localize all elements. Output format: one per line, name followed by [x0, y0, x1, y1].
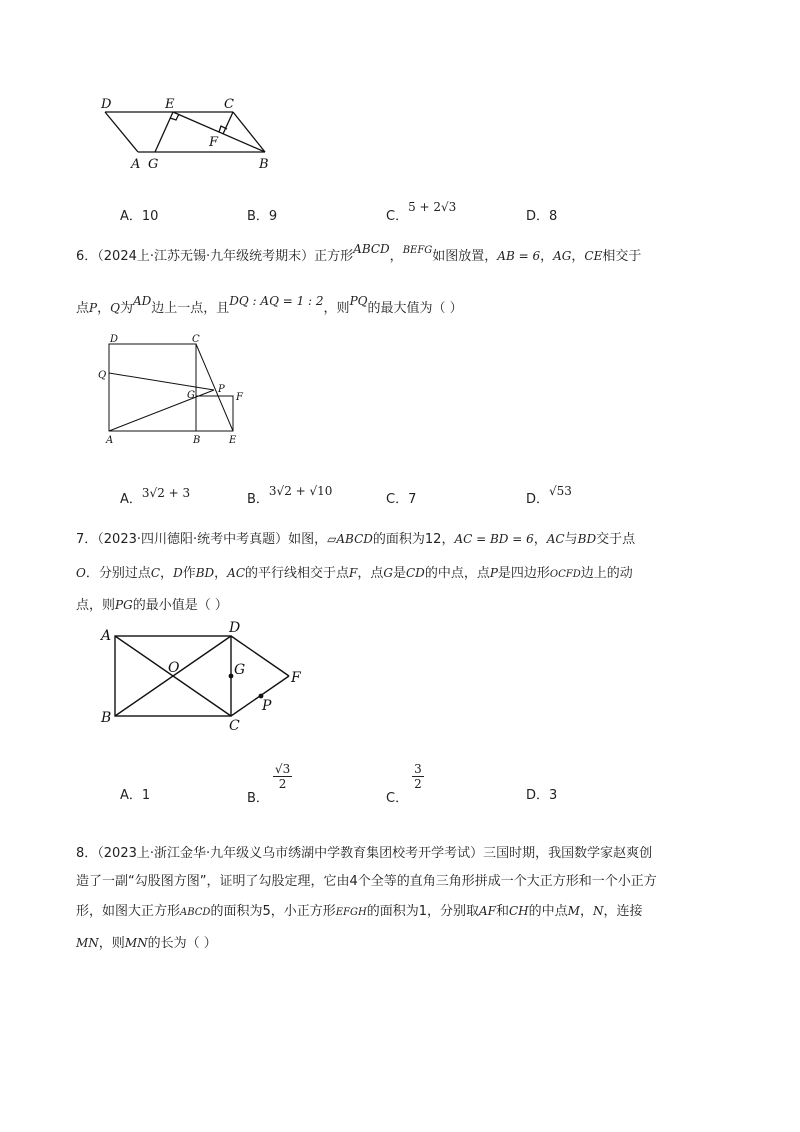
text: 为	[119, 301, 133, 316]
numerator: 3	[414, 762, 422, 776]
fraction	[412, 762, 424, 791]
label-F: F	[291, 670, 301, 686]
q6-option-a[interactable]	[120, 488, 190, 507]
text: 三国时期，我国数学家赵爽创	[483, 846, 653, 861]
option-value: 7	[408, 492, 417, 507]
question-number: 6．	[76, 249, 98, 264]
math: M	[567, 904, 580, 918]
text: 如图，	[288, 532, 328, 547]
q6-option-b[interactable]	[247, 484, 333, 507]
label-Q: Q	[98, 370, 107, 381]
figure-q6-squares	[98, 332, 258, 450]
text: 点	[76, 301, 90, 316]
fraction	[273, 762, 292, 791]
q8-line-4	[76, 932, 217, 951]
math: PG	[115, 598, 133, 612]
math: AF	[478, 904, 496, 918]
option-value: 3√2 + √10	[268, 484, 333, 498]
question-source: （2023·四川德阳·统考中考真题）	[97, 532, 289, 547]
option-letter: D．	[526, 492, 550, 507]
option-value: √53	[549, 484, 572, 498]
text: ．分别过点	[85, 566, 151, 581]
denominator: 2	[278, 777, 287, 791]
text: 是四边形	[497, 566, 550, 581]
label-B: B	[259, 157, 269, 172]
math: N	[592, 904, 604, 918]
text: ，	[389, 249, 403, 264]
text: 的面积为5，小正方形	[210, 904, 336, 919]
option-letter: C．	[386, 791, 409, 806]
text: 点，则	[76, 598, 116, 613]
text: 造了一副“勾股图方图”，证明了勾股定理，它由4个全等的直角三角形拼成一个大正方形和一个小正方	[76, 874, 657, 889]
option-letter: A．	[120, 209, 142, 224]
label-P: P	[262, 698, 272, 714]
math: G	[383, 566, 393, 580]
question-number: 8．	[76, 846, 98, 861]
option-letter: B．	[247, 492, 269, 507]
question-source: （2024上·江苏无锡·九年级统考期末）	[97, 249, 315, 264]
option-letter: A．	[120, 492, 142, 507]
q6-option-d[interactable]	[526, 484, 572, 507]
text: ，点	[357, 566, 384, 581]
q8-line-3	[76, 900, 642, 919]
text: ，则	[98, 936, 125, 951]
math: ▱ABCD	[327, 532, 373, 546]
math: AC	[227, 566, 246, 580]
label-G: G	[187, 390, 195, 401]
text: ，	[160, 566, 174, 581]
math: AC	[546, 532, 565, 546]
option-value: 1	[141, 788, 151, 803]
q7-option-c[interactable]	[386, 762, 424, 806]
text: 的最大值为（ ）	[367, 301, 463, 316]
square-abcd	[109, 344, 196, 431]
text: 相交于	[602, 249, 642, 264]
square-befg	[196, 396, 233, 431]
q7-line-3	[76, 594, 228, 613]
text: 边上的动	[580, 566, 633, 581]
label-E: E	[229, 435, 237, 446]
q5-option-b[interactable]	[247, 205, 277, 224]
label-C: C	[224, 97, 234, 112]
text: 与	[564, 532, 578, 547]
label-O: O	[168, 660, 180, 676]
segment-da	[105, 112, 138, 152]
label-C: C	[192, 334, 200, 345]
math: O	[76, 566, 86, 580]
math: D	[173, 566, 183, 580]
math: DQ : AQ = 1 : 2	[229, 294, 324, 308]
text: ，	[571, 249, 585, 264]
text: 的中点	[528, 904, 568, 919]
segment-ag-extended	[109, 390, 214, 431]
option-letter: C．	[386, 209, 409, 224]
option-value: 5 + 2√3	[408, 200, 457, 214]
label-D: D	[101, 97, 112, 112]
q5-option-c[interactable]	[386, 200, 457, 224]
option-letter: C．	[386, 492, 409, 507]
numerator: √3	[274, 762, 291, 776]
option-letter: D．	[526, 788, 550, 803]
q5-option-d[interactable]	[526, 205, 557, 224]
text: 的平行线相交于点	[245, 566, 350, 581]
label-B: B	[193, 435, 201, 446]
q6-line-1	[76, 242, 642, 264]
math: AB = 6	[497, 249, 541, 263]
math: MN	[124, 936, 148, 950]
q6-option-c[interactable]	[386, 488, 416, 507]
math: AC = BD = 6	[454, 532, 534, 546]
math: AG	[553, 249, 572, 263]
text: 的面积为1，分别取	[366, 904, 479, 919]
option-letter: B．	[247, 791, 269, 806]
text: 边上一点，且	[151, 301, 230, 316]
label-G: G	[234, 662, 246, 678]
q8-line-1	[76, 842, 652, 861]
math: OCFD	[549, 569, 581, 580]
label-G: G	[148, 157, 159, 172]
text: ，	[533, 532, 547, 547]
point-g	[229, 674, 234, 679]
option-value: 10	[141, 209, 159, 224]
text: 的面积为12，	[372, 532, 455, 547]
q5-option-a[interactable]	[120, 205, 158, 224]
text: ，	[214, 566, 228, 581]
option-value: 8	[549, 209, 558, 224]
option-letter: B．	[247, 209, 269, 224]
label-E: E	[165, 97, 175, 112]
option-value: 9	[268, 209, 278, 224]
text: 的最小值是（ ）	[132, 598, 228, 613]
label-F: F	[236, 392, 243, 403]
math: PQ	[349, 294, 368, 308]
math: CD	[406, 566, 425, 580]
math: Q	[110, 301, 120, 315]
text: 作	[182, 566, 196, 581]
text: ，	[97, 301, 111, 316]
math: F	[349, 566, 358, 580]
label-C: C	[229, 718, 240, 734]
text: ，	[579, 904, 593, 919]
option-value: 3	[549, 788, 558, 803]
math: EFGH	[335, 907, 367, 918]
segment-qp	[109, 373, 214, 390]
option-letter: D．	[526, 209, 550, 224]
math: ABCD	[353, 242, 390, 256]
figure-q5-parallelogram	[95, 90, 285, 175]
text: ，则	[323, 301, 350, 316]
math: BD	[577, 532, 597, 546]
math: CH	[508, 904, 529, 918]
text: 形，如图大正方形	[76, 904, 181, 919]
question-number: 7．	[76, 532, 98, 547]
denominator: 2	[414, 777, 422, 791]
label-P: P	[218, 384, 225, 395]
label-D: D	[229, 620, 241, 636]
label-D: D	[110, 334, 119, 345]
math: BD	[195, 566, 215, 580]
q7-option-b[interactable]	[247, 762, 292, 806]
q7-line-2	[76, 562, 633, 581]
label-A: A	[101, 628, 112, 644]
q6-line-2	[76, 294, 463, 316]
math: AD	[132, 294, 152, 308]
math: C	[150, 566, 161, 580]
math: P	[89, 301, 98, 315]
label-A: A	[131, 157, 141, 172]
text: 和	[495, 904, 509, 919]
question-source: （2023上·浙江金华·九年级义乌市绣湖中学教育集团校考开学考试）	[97, 846, 484, 861]
math: MN	[76, 936, 99, 950]
text: ，	[540, 249, 554, 264]
math: BEFG	[402, 245, 433, 256]
math: P	[489, 566, 498, 580]
text: 如图放置，	[432, 249, 498, 264]
text: 的长为（ ）	[147, 936, 217, 951]
option-value: 3√2 + 3	[141, 486, 191, 500]
text: 的中点，点	[424, 566, 490, 581]
q8-line-2	[76, 870, 657, 889]
figure-q7-rectangle	[95, 620, 315, 740]
math: ABCD	[180, 907, 211, 918]
text: 交于点	[596, 532, 636, 547]
q7-option-d[interactable]	[526, 784, 557, 803]
q7-option-a[interactable]	[120, 784, 150, 803]
option-letter: A．	[120, 788, 142, 803]
math: CE	[584, 249, 603, 263]
segment-cf	[223, 112, 233, 134]
text: 正方形	[314, 249, 354, 264]
q7-line-1	[76, 528, 635, 547]
label-B: B	[101, 710, 112, 726]
segment-cb	[233, 112, 265, 152]
text: 是	[392, 566, 406, 581]
label-A: A	[106, 435, 114, 446]
label-F: F	[209, 135, 219, 150]
text: ，连接	[603, 904, 643, 919]
